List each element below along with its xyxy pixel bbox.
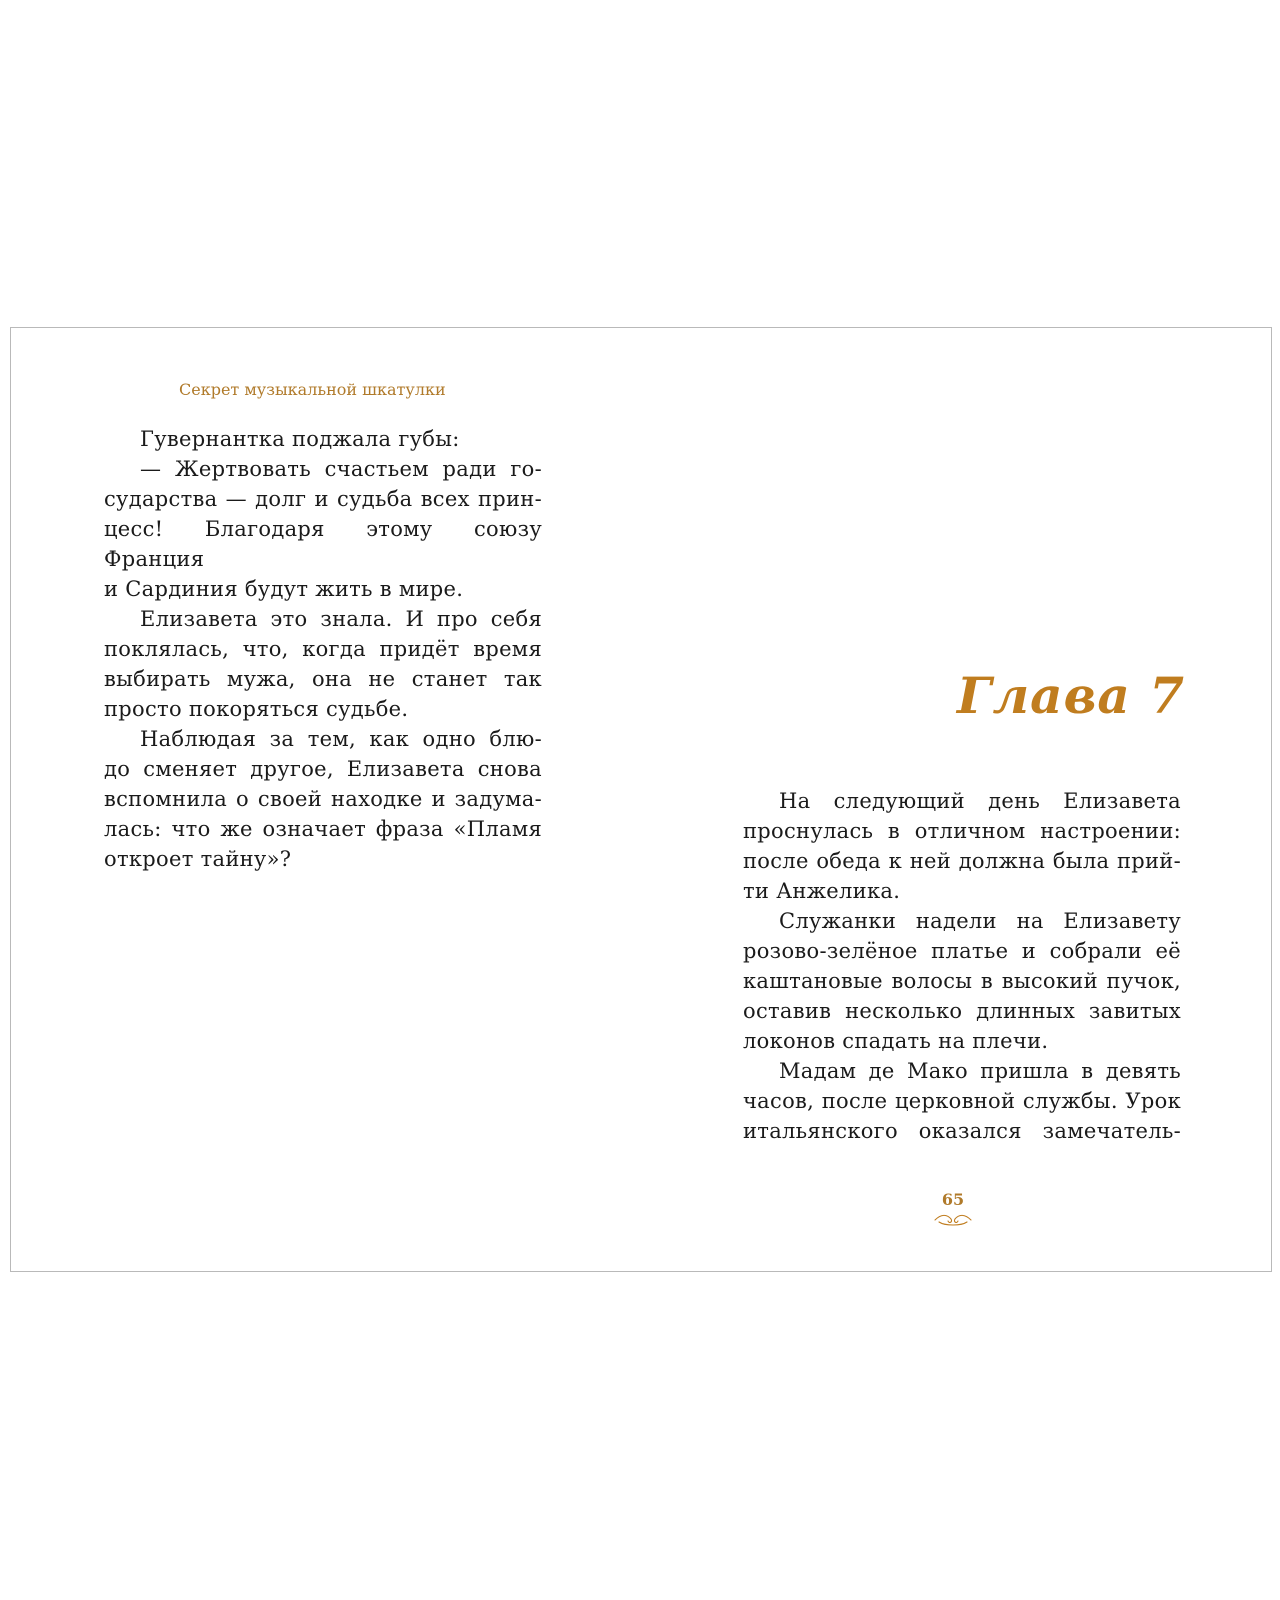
text-line: часов, после церковной службы. Урок bbox=[743, 1089, 1181, 1113]
flourish-ornament-icon bbox=[933, 1213, 973, 1227]
text-line: итальянского оказался замечатель- bbox=[743, 1119, 1181, 1143]
chapter-title: Глава 7 bbox=[957, 666, 1185, 725]
right-page bbox=[642, 328, 1273, 1271]
text-line: поклялась, что, когда придёт время bbox=[104, 637, 542, 661]
book-spread bbox=[10, 327, 1272, 1272]
text-line: Елизавета это знала. И про себя bbox=[140, 607, 542, 631]
text-line: На следующий день Елизавета bbox=[779, 789, 1181, 813]
text-line: Мадам де Мако пришла в девять bbox=[779, 1059, 1181, 1083]
text-line: проснулась в отличном настроении: bbox=[743, 819, 1181, 843]
left-body-text bbox=[104, 424, 542, 874]
text-line: и Сардиния будут жить в мире. bbox=[104, 577, 464, 601]
text-line: лась: что же означает фраза «Пламя bbox=[104, 817, 542, 841]
text-line: сударства — долг и судьба всех прин- bbox=[104, 487, 542, 511]
text-line: после обеда к ней должна была прий- bbox=[743, 849, 1181, 873]
text-line: просто покоряться судьбе. bbox=[104, 697, 409, 721]
text-line: цесс! Благодаря этому союзу Франция bbox=[104, 517, 542, 571]
text-line: откроет тайну»? bbox=[104, 847, 292, 871]
text-line: вспомнила о своей находке и задума- bbox=[104, 787, 542, 811]
text-line: до сменяет другое, Елизавета снова bbox=[104, 757, 542, 781]
text-line: каштановые волосы в высокий пучок, bbox=[743, 969, 1181, 993]
text-line: ти Анжелика. bbox=[743, 879, 901, 903]
page-number: 65 bbox=[941, 1190, 965, 1209]
text-line: Наблюдая за тем, как одно блю- bbox=[140, 727, 542, 751]
text-line: — Жертвовать счастьем ради го- bbox=[140, 457, 542, 481]
text-line: оставив несколько длинных завитых bbox=[743, 999, 1181, 1023]
text-line: локонов спадать на плечи. bbox=[743, 1029, 1049, 1053]
text-line: Гувернантка поджала губы: bbox=[140, 427, 460, 451]
text-line: выбирать мужа, она не станет так bbox=[104, 667, 542, 691]
right-body-text bbox=[743, 786, 1181, 1146]
left-page bbox=[11, 328, 642, 1271]
text-line: розово-зелёное платье и собрали её bbox=[743, 939, 1181, 963]
text-line: Служанки надели на Елизавету bbox=[779, 909, 1181, 933]
running-head: Секрет музыкальной шкатулки bbox=[179, 380, 446, 399]
